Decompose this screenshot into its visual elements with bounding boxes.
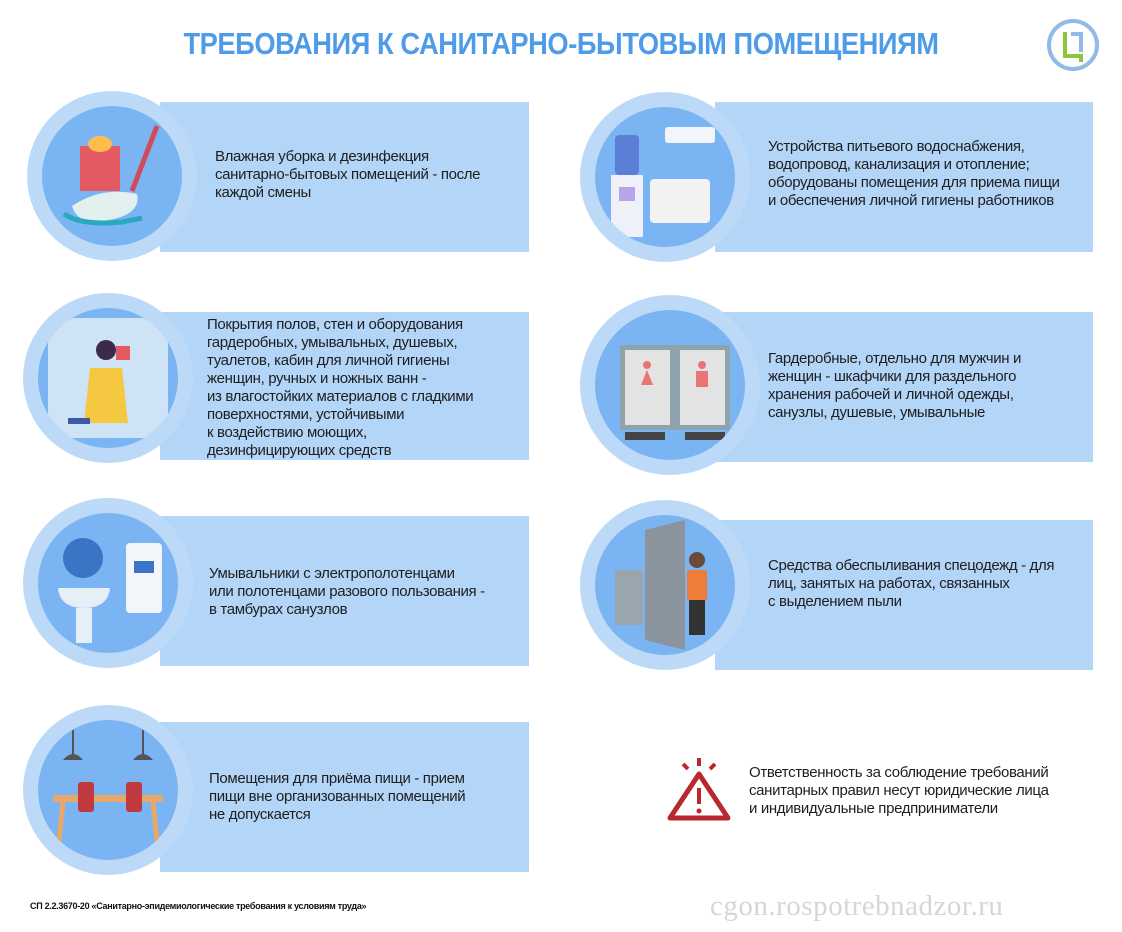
page-title: ТРЕБОВАНИЯ К САНИТАРНО-БЫТОВЫМ ПОМЕЩЕНИЯМ — [183, 26, 939, 61]
card-text: Устройства питьевого водоснабжения, водопровод, канализация и отопление; оборудованы помещения для приема пищи и обеспечения личной гигиены работников — [768, 138, 1060, 209]
card-text: Покрытия полов, стен и оборудования гардеробных, умывальных, душевых, туалетов, кабин для личной гигиены женщин, ручных и ножных ванн - из влагостойких материалов с гладкими поверхностями, устойчивыми к воздействию моющих, дезинфицирующих средств — [207, 316, 474, 459]
card-icon-circle — [23, 293, 193, 463]
card-text: Средства обеспыливания спецодежд - для лиц, занятых на работах, связанных с выделением пыли — [768, 557, 1055, 610]
washbasin-towel-icon — [38, 513, 178, 653]
card-text: Умывальники с электрополотенцами или полотенцами разового пользования - в тамбурах санузлов — [209, 565, 485, 618]
card-icon-circle — [27, 91, 197, 261]
dining-table-icon — [38, 720, 178, 860]
card-text: Влажная уборка и дезинфекция санитарно-бытовых помещений - после каждой смены — [215, 148, 481, 201]
card-icon-circle — [580, 295, 760, 475]
logo-icon — [1046, 18, 1100, 72]
mop-bucket-icon — [42, 106, 182, 246]
card-icon-circle — [580, 92, 750, 262]
dust-removal-icon — [595, 515, 735, 655]
water-cooler-radiator-icon — [595, 107, 735, 247]
warning-icon — [666, 756, 732, 822]
card-icon-circle — [23, 498, 193, 668]
source-citation: СП 2.2.3670-20 «Санитарно-эпидемиологические требования к условиям труда» — [30, 901, 367, 911]
cleaning-woman-icon — [38, 308, 178, 448]
card-text: Гардеробные, отдельно для мужчин и женщин - шкафчики для раздельного хранения рабочей и личной одежды, санузлы, душевые, умывальные — [768, 350, 1022, 421]
website-watermark: cgon.rospotrebnadzor.ru — [710, 890, 1004, 922]
card-text: Помещения для приёма пищи - прием пищи вне организованных помещений не допускается — [209, 770, 466, 823]
card-icon-circle — [23, 705, 193, 875]
warning-text: Ответственность за соблюдение требований санитарных правил несут юридические лица и индивидуальные предприниматели — [749, 764, 1049, 817]
lockers-icon — [595, 310, 745, 460]
card-icon-circle — [580, 500, 750, 670]
